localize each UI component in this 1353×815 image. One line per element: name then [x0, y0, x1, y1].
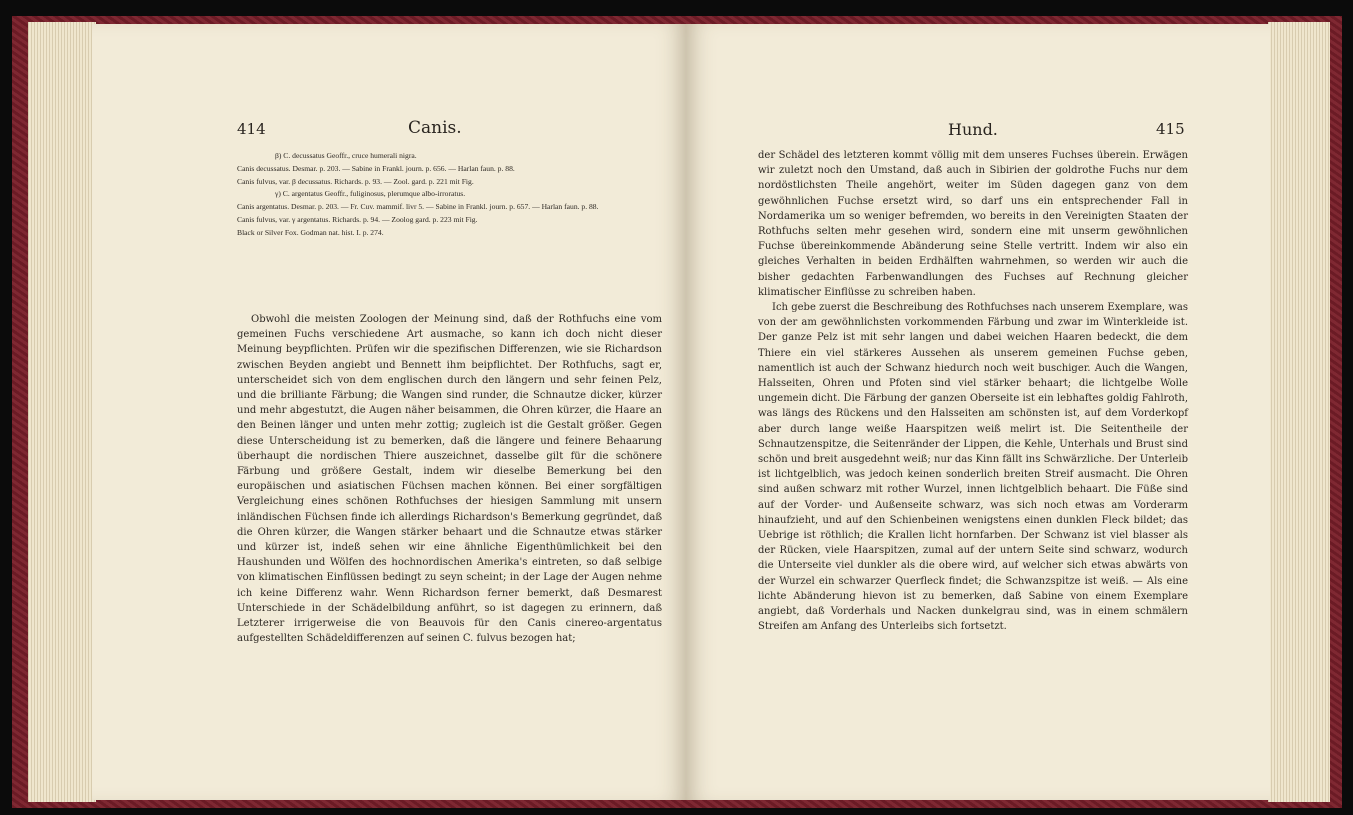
left-page-title: Canis. [408, 118, 462, 138]
left-page [92, 24, 686, 800]
right-page [686, 24, 1270, 800]
reference-line: γ) C. argentatus Geoffr., fuliginosus, plerumque albo-irroratus. [275, 189, 466, 199]
reference-line: Canis fulvus, var. γ argentatus. Richards. p. 94. — Zoolog gard. p. 223 mit Fig. [237, 214, 478, 224]
reference-line: Canis decussatus. Desmar. p. 203. — Sabine in Frankl. journ. p. 656. — Harlan faun. p. 88. [237, 163, 515, 173]
reference-line: β) C. decussatus Geoffr., cruce humerali nigra. [275, 151, 417, 160]
synonymy-references [237, 150, 662, 240]
page-edges-right [1268, 22, 1330, 802]
reference-line: Canis argentatus. Desmar. p. 203. — Fr. Cuv. mammif. livr 5. — Sabine in Frankl. journ. p. 657. — Harlan faun. p. 88. [237, 202, 599, 212]
body-paragraph: Ich gebe zuerst die Beschreibung des Rothfuchses nach unserem Exemplare, was von der am gewöhnlichsten vorkommenden Färbung und zwar im Winterkleide ist. Der ganze Pelz ist mit sehr langen und dabei weichen Haaren bedeckt, die dem Thiere ein viel stärkeres Aussehen als unserem gemeinen Fuchse geben, namentlich ist auch der Schwanz hiedurch noch weit buschiger. Auch die Wangen, Halsseiten, Ohren und Pfoten sind viel stärker behaart; die lichtgelbe Wolle ungemein dicht. Die Färbung der ganzen Oberseite ist ein lebhaftes goldig Fahlroth, was längs des Rückens und den Halsseiten am schönsten ist, auf dem Vorderkopf aber durch lange weiße Haarspitzen weiß melirt ist. Die Seitentheile der Schnautzenspitze, die Seitenränder der Lippen, die Kehle, Unterhals und Brust sind schön und breit ausgedehnt weiß; nur das Kinn fällt ins Schwärzliche. Der Unterleib ist lichtgelblich, was jedoch keinen sonderlich breiten Streif ausmacht. Die Ohren sind außen schwarz mit rother Wurzel, innen lichtgelblich behaart. Die Füße sind auf der Vorder- und Außenseite schwarz, was sich noch etwas am Vorderarm hinaufzieht, und auf den Schienbeinen wenigstens einen dunklen Fleck bildet; das Uebrige ist röthlich; die Krallen licht hornfarben. Der Schwanz ist viel blasser als der Rücken, viele Haarspitzen, zumal auf der untern Seite sind schwarz, wodurch die Unterseite viel dunkler als die obere wird, auf welcher sich etwas abwärts von der Wurzel ein schwarzer Querfleck findet; die Schwanzspitze ist weiß. — Als eine lichte Abänderung hievon ist zu bemerken, daß Sabine von einem Exemplare angiebt, daß Vorderhals und Nacken dunkelgrau sind, was in einem schmälern Streifen am Anfang des Unterleibs sich fortsetzt. [758, 302, 1188, 633]
body-paragraph: Obwohl die meisten Zoologen der Meinung sind, daß der Rothfuchs eine vom gemeinen Fuchs verschiedene Art ausmache, so kann ich doch nicht dieser Meinung beypflichten. Prüfen wir die spezifischen Differenzen, wie sie Richardson zwischen Beyden angiebt und Bennett ihm beipflichtet. Der Rothfuchs, sagt er, unterscheidet sich von dem englischen durch den längern und sehr feinen Pelz, und die brilliante Färbung; die Wangen sind runder, die Schnautze dicker, kürzer und mehr abgestutzt, die Augen näher beisammen, die Ohren kürzer, die Haare an den Beinen länger und unten mehr zottig; zugleich ist die Gestalt größer. Gegen diese Unterscheidung ist zu bemerken, daß die längere und feinere Behaarung überhaupt die nordischen Thiere auszeichnet, dasselbe gilt für die schönere Färbung und größere Gestalt, indem wir dieselbe Bemerkung bei den europäischen und asiatischen Füchsen machen können. Bei einer sorgfältigen Vergleichung eines schönen Rothfuchses der hiesigen Sammlung mit unsern inländischen Füchsen finde ich allerdings Richardson's Bemerkung gegründet, daß die Ohren kürzer, die Wangen stärker behaart und die Schnautze etwas stärker und kürzer ist, indeß sehen wir eine ähnliche Eigenthümlichkeit bei den Haushunden und Wölfen des hochnordischen Amerika's eintreten, so daß selbige von klimatischen Einflüssen bedingt zu seyn scheint; in der Lage der Augen nehme ich keine Differenz wahr. Wenn Richardson ferner bemerkt, daß Desmarest Unterschiede in der Schädelbildung anführt, so ist dagegen zu erinnern, daß Letzterer irrigerweise die von Beauvois für den Canis cinereo-argentatus aufgestellten Schädeldifferenzen auf seinen C. fulvus bezogen hat; [237, 314, 662, 645]
page-edges-left [28, 22, 96, 802]
left-body-text [237, 312, 662, 646]
reference-line: Black or Silver Fox. Godman nat. hist. I. p. 274. [237, 227, 384, 237]
body-paragraph: der Schädel des letzteren kommt völlig mit dem unseres Fuchses überein. Erwägen wir zuletzt noch den Umstand, daß auch in Sibirien der goldrothe Fuchs nur dem nordöstlichsten Theile angehört, weiter im Süden dagegen ganz von dem gewöhnlichen Fuchse ersetzt wird, so darf uns ein entsprechender Fall in Nordamerika um so weniger befremden, wo bereits in den Vereinigten Staaten der Rothfuchs selten mehr gesehen wird, sondern eine mit unserm gewöhnlichen Fuchse übereinkommende Abänderung seine Stelle vertritt. Indem wir also ein gleiches Verhalten in beiden Erdhälften wahrnehmen, so werden wir auch die bisher gedachten Farbenwandlungen des Fuchses auf Rechnung gleicher klimatischer Einflüsse zu schreiben haben. [758, 150, 1188, 298]
right-body-text [758, 148, 1188, 635]
left-page-number: 414 [237, 120, 266, 138]
right-page-title: Hund. [948, 120, 998, 139]
right-page-number: 415 [1156, 120, 1185, 138]
reference-line: Canis fulvus, var. β decussatus. Richards. p. 93. — Zool. gard. p. 221 mit Fig. [237, 176, 474, 186]
